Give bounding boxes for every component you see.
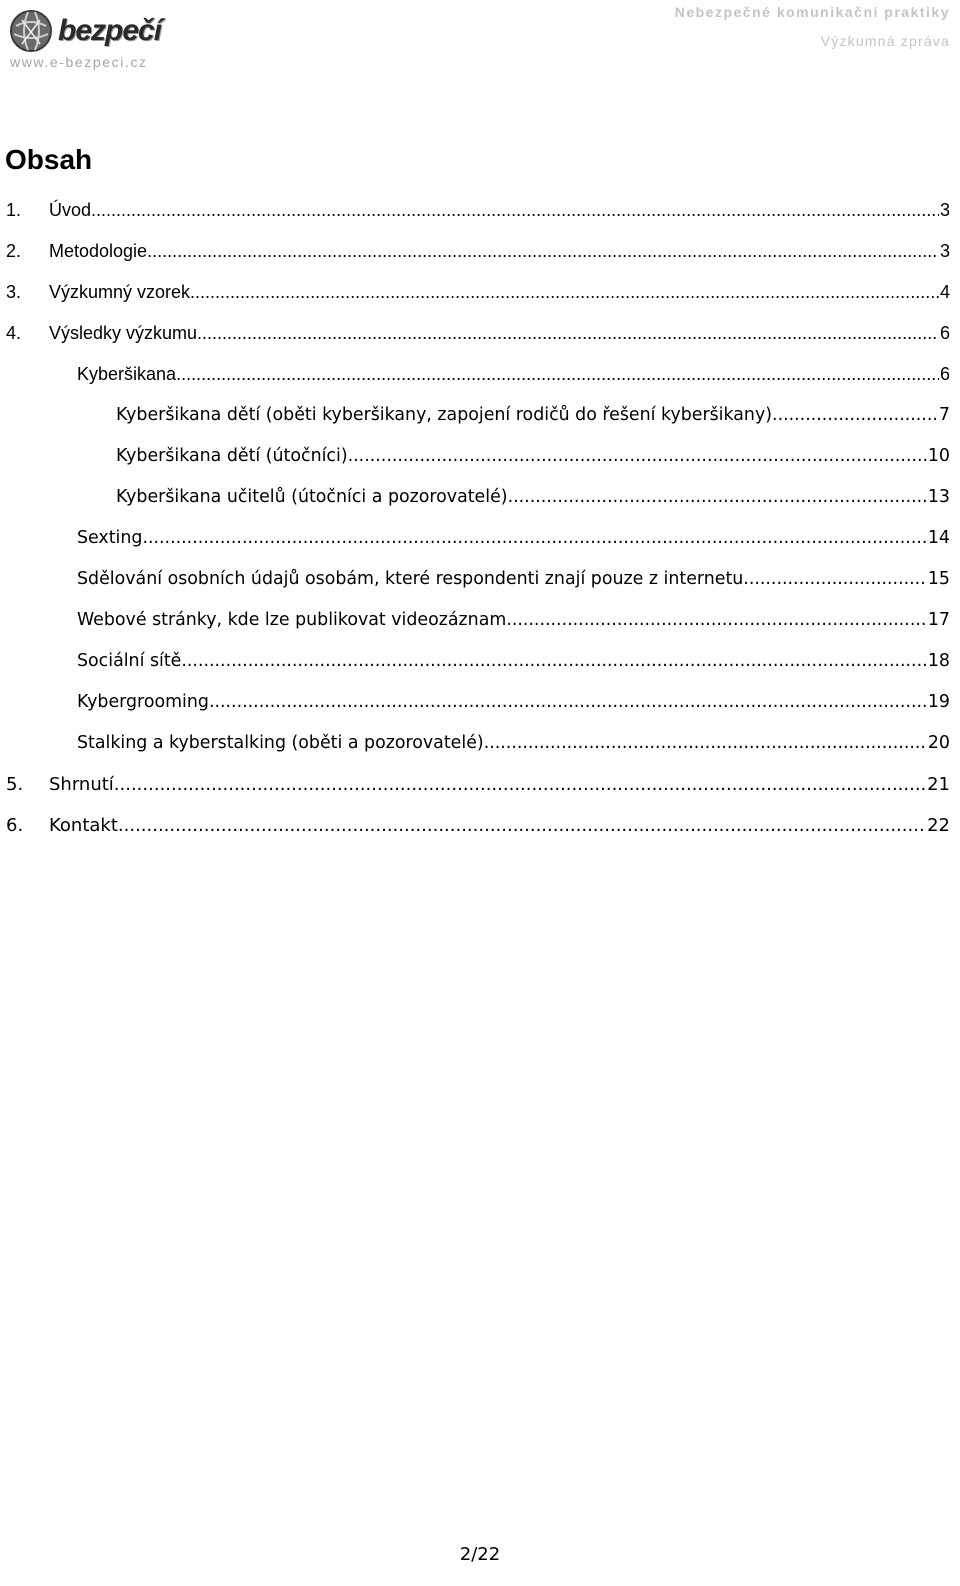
- toc-leader-dots: [142, 528, 926, 548]
- toc-entry[interactable]: [6, 815, 950, 849]
- document-subtitle: Výzkumná zpráva: [820, 33, 950, 49]
- globe-icon: [8, 8, 54, 54]
- toc-leader-dots: [743, 569, 927, 589]
- toc-entry[interactable]: [77, 610, 950, 644]
- toc-entry[interactable]: [77, 733, 950, 767]
- toc-entry-label: Kyberšikana: [77, 364, 177, 384]
- toc-leader-dots: [348, 446, 927, 466]
- toc-entry[interactable]: [116, 446, 950, 480]
- toc-entry-page: 18: [927, 651, 950, 671]
- toc-leader-dots: [484, 733, 927, 753]
- toc-entry-number: 2.: [6, 241, 22, 261]
- toc-entry[interactable]: [116, 487, 950, 521]
- toc-entry-number: 4.: [6, 323, 22, 343]
- toc-entry-label: Stalking a kyberstalking (oběti a pozorovatelé): [77, 733, 484, 753]
- toc-entry-page: 13: [927, 487, 950, 507]
- toc-entry-label: Kyberšikana učitelů (útočníci a pozorovatelé): [116, 487, 508, 507]
- toc-entry-page: 17: [927, 610, 950, 630]
- toc-entry-label: Kybergrooming: [77, 692, 209, 712]
- toc-leader-dots: [209, 692, 927, 712]
- toc-entry-number: 5.: [6, 774, 24, 795]
- toc-entry[interactable]: [77, 569, 950, 603]
- toc-entry-label: Kontakt: [49, 815, 118, 836]
- toc-leader-dots: [147, 241, 939, 262]
- toc-entry-number: 1.: [6, 200, 22, 220]
- toc-entry[interactable]: [6, 241, 950, 275]
- toc-entry-page: 6: [939, 364, 950, 384]
- document-title: Nebezpečné komunikační praktiky: [674, 4, 950, 20]
- toc-entry[interactable]: [77, 692, 950, 726]
- toc-entry-label: Výzkumný vzorek: [49, 282, 191, 302]
- toc-entry-page: 10: [927, 446, 950, 466]
- toc-entry[interactable]: [77, 364, 950, 398]
- toc-entry[interactable]: [6, 323, 950, 357]
- toc-entry[interactable]: [6, 774, 950, 808]
- toc-entry-page: 3: [939, 241, 950, 261]
- toc-entry-label: Sexting: [77, 528, 143, 548]
- page-header: [0, 0, 960, 80]
- toc-entry[interactable]: [116, 405, 950, 439]
- toc-entry-page: 4: [939, 282, 950, 302]
- toc-leader-dots: [176, 364, 939, 385]
- toc-leader-dots: [181, 651, 927, 671]
- toc-entry[interactable]: [6, 282, 950, 316]
- toc-entry-number: 3.: [6, 282, 22, 302]
- toc-entry-page: 3: [939, 200, 950, 220]
- toc-entry[interactable]: [77, 528, 950, 562]
- toc-entry-number: 6.: [6, 815, 24, 836]
- toc-entry-label: Sociální sítě: [77, 651, 182, 671]
- toc-entry-page: 19: [927, 692, 950, 712]
- site-url[interactable]: www.e-bezpeci.cz: [10, 54, 148, 70]
- toc-entry-label: Kyberšikana dětí (útočníci): [116, 446, 348, 466]
- toc-leader-dots: [190, 282, 939, 303]
- toc-entry-page: 6: [939, 323, 950, 343]
- toc-entry-page: 22: [927, 815, 950, 836]
- toc-leader-dots: [508, 487, 927, 507]
- toc-leader-dots: [506, 610, 927, 630]
- toc-entry-page: 14: [927, 528, 950, 548]
- toc-entry[interactable]: [6, 200, 950, 234]
- toc-leader-dots: [91, 200, 939, 221]
- toc-entry-page: 15: [927, 569, 950, 589]
- toc-entry-label: Webové stránky, kde lze publikovat videozáznam: [77, 610, 507, 630]
- toc-entry-label: Úvod: [49, 200, 92, 220]
- toc-entry-label: Výsledky výzkumu: [49, 323, 198, 343]
- toc-entry-page: 7: [938, 405, 950, 425]
- toc-entry-label: Shrnutí: [49, 774, 114, 795]
- toc-leader-dots: [197, 323, 939, 344]
- toc-heading: Obsah: [5, 144, 93, 175]
- toc-leader-dots: [772, 405, 938, 425]
- toc-entry-page: 21: [927, 774, 950, 795]
- toc-entry-page: 20: [927, 733, 950, 753]
- page-number: 2/22: [459, 1544, 501, 1565]
- logo-text: bezpečí: [58, 14, 162, 47]
- e-bezpeci-logo: [8, 8, 188, 56]
- toc-leader-dots: [118, 815, 926, 836]
- toc-leader-dots: [114, 774, 926, 795]
- toc-entry-label: Kyberšikana dětí (oběti kyberšikany, zapojení rodičů do řešení kyberšikany): [116, 405, 773, 425]
- toc-entry-label: Metodologie: [49, 241, 148, 261]
- toc-entry-label: Sdělování osobních údajů osobám, které respondenti znají pouze z internetu: [77, 569, 744, 589]
- toc-entry[interactable]: [77, 651, 950, 685]
